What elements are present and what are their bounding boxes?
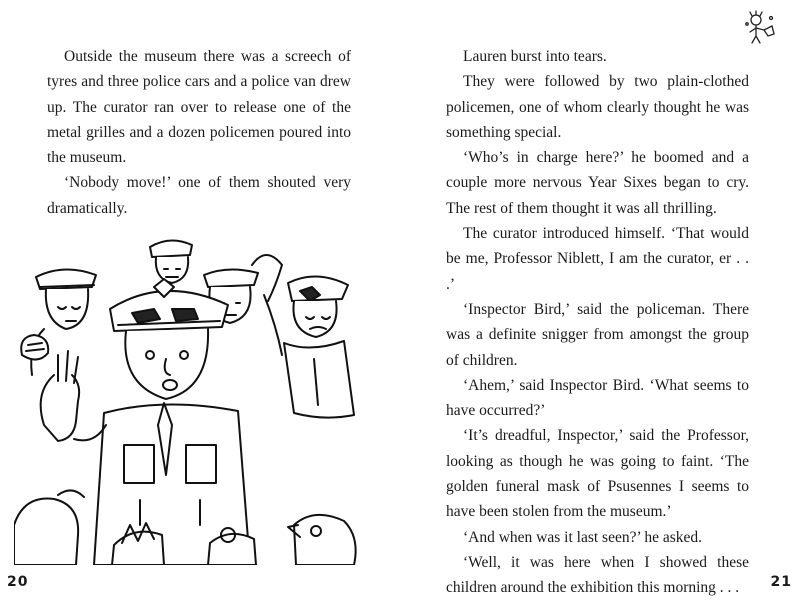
right-page-text [446,44,749,601]
left-page [0,0,400,595]
paragraph: ‘Inspector Bird,’ said the policeman. There was a definite snigger from amongst the group of children. [446,300,749,369]
paragraph: ‘Nobody move!’ one of them shouted very dramatically. [47,174,351,217]
fist [21,335,48,360]
paragraph: ‘And when was it last seen?’ he asked. [463,528,703,546]
officer-right [264,276,354,417]
paragraph: The curator introduced himself. ‘That would be me, Professor Niblett, I am the curator, er . . .’ [446,225,749,293]
paragraph: Lauren burst into tears. [463,48,607,65]
doodle-icon [742,10,778,46]
paragraph: ‘Well, it was here when I showed these children around the exhibition this morning . . . [446,553,749,597]
policemen-illustration [14,225,364,565]
officer-back-center [150,240,192,283]
paragraph: They were followed by two plain-clothed policemen, one of whom clearly thought he was something special. [446,73,749,141]
paragraph: Outside the museum there was a screech of tyres and three police cars and a police van drew up. The curator ran over to release one of the metal grilles and a dozen policemen poured into the museum. [47,48,351,167]
paragraph: ‘Who’s in charge here?’ he boomed and a couple more nervous Year Sixes began to cry. The rest of them thought it was all thrilling. [446,149,749,217]
raised-hand [41,351,106,441]
paragraph: ‘Ahem,’ said Inspector Bird. ‘What seems to have occurred?’ [446,376,749,420]
right-page [400,0,800,595]
left-page-text [47,44,351,221]
page-number: 21 [770,574,792,590]
paragraph: ‘It’s dreadful, Inspector,’ said the Professor, looking as though he was going to faint. ‘The golden funeral mask of Psusennes I seems to have been stolen from the museum.’ [446,427,749,521]
page-number: 20 [7,574,29,590]
